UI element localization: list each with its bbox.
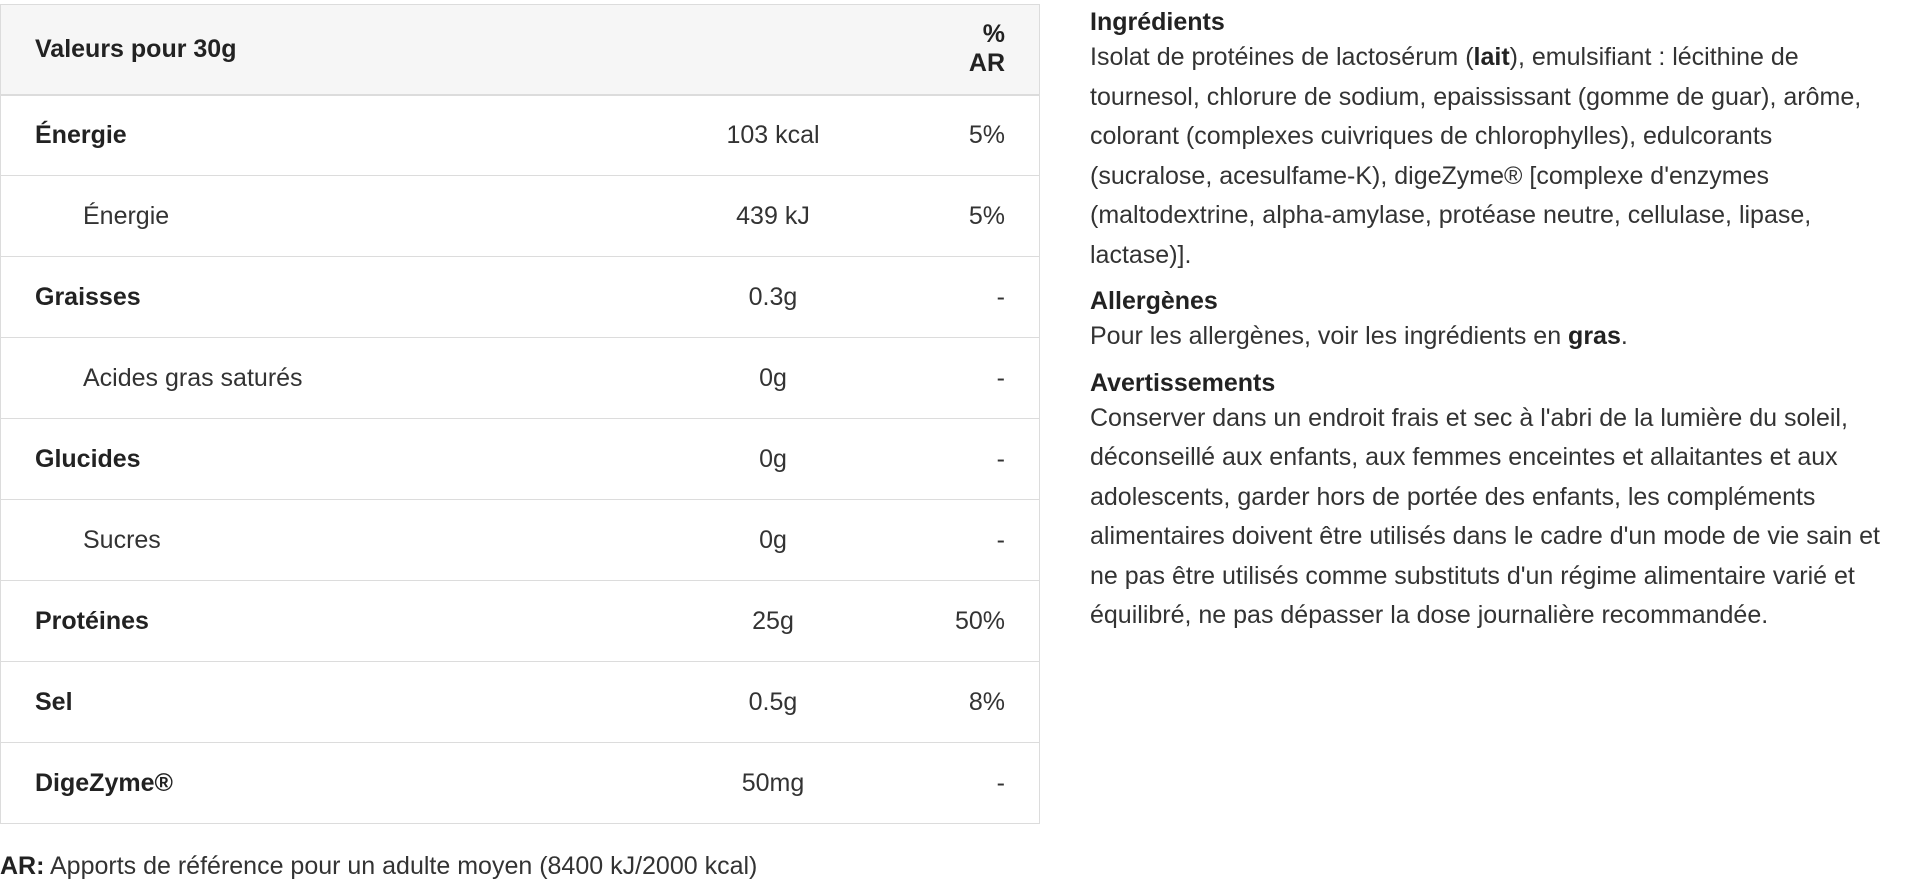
table-row [1,662,1040,743]
nutrient-name: Énergie [35,120,127,149]
nutrient-ar: - [996,525,1005,554]
footnote-label: AR: [0,852,45,880]
ingredients-title: Ingrédients [1090,8,1225,36]
nutrient-value: 103 kcal [726,120,820,149]
nutrition-table-header [1,5,1040,95]
nutrient-value: 25g [752,606,794,635]
table-row [1,419,1040,500]
table-row [1,500,1040,581]
nutrient-name: Glucides [35,444,141,473]
nutrient-ar: - [996,768,1005,797]
nutrient-value: 0.3g [748,282,798,311]
nutrient-ar: - [996,363,1005,392]
ingredients-section [1090,6,1900,275]
ingredients-text-before: Isolat de protéines de lactosérum ( [1090,43,1474,71]
header-ar-label: % AR [943,5,1040,95]
ingredients-text-after: ), emulsifiant : lécithine de tournesol, chlorure de sodium, epaississant (gomme de guar), arôme, colorant (complexes cuivriques de chlorophylles), edulcorants (sucralose, acesulfame-K), digeZyme® [complexe d'enzymes (maltodextrine, alpha-amylase, protéase neutre, cellulase, lipase, lactase)]. [1090,43,1862,269]
table-row [1,176,1040,257]
nutrition-table-container [0,4,1040,824]
nutrient-name: DigeZyme® [35,768,173,797]
allergens-text-before: Pour les allergènes, voir les ingrédients en [1090,322,1569,350]
nutrient-name: Sel [35,687,73,716]
header-value-label [603,5,943,95]
allergens-text [1090,317,1900,357]
reference-intake-footnote [0,852,757,881]
nutrient-value: 439 kJ [736,201,810,230]
nutrient-ar: - [996,444,1005,473]
nutrient-name: Graisses [35,282,141,311]
nutrient-name: Énergie [83,201,170,230]
warnings-text: Conserver dans un endroit frais et sec à l'abri de la lumière du soleil, déconseillé aux enfants, aux femmes enceintes et allaitantes et aux adolescents, garder hors de portée des enfants, les compléments alimentaires doivent être utilisés dans le cadre d'un mode de vie sain et ne pas être utilisés comme substituts d'un régime alimentaire varié et équilibré, ne pas dépasser la dose journalière recommandée. [1090,403,1880,629]
nutrient-ar: - [996,282,1005,311]
nutrition-table [0,4,1040,824]
nutrient-name: Acides gras saturés [83,363,303,392]
nutrient-ar: 8% [968,687,1005,716]
table-row [1,743,1040,824]
nutrient-name: Sucres [83,525,161,554]
table-row [1,95,1040,176]
table-row [1,257,1040,338]
nutrient-value: 0g [759,525,787,554]
ingredients-allergen-bold: lait [1473,43,1510,71]
nutrient-ar: 5% [968,120,1005,149]
product-info-panel [1090,6,1900,646]
allergens-bold-word: gras [1568,322,1621,350]
allergens-title: Allergènes [1090,287,1218,315]
warnings-section [1090,367,1900,636]
nutrient-value: 0g [759,444,787,473]
warnings-title: Avertissements [1090,368,1276,397]
nutrient-value: 0g [759,363,787,392]
table-row [1,581,1040,662]
nutrient-name: Protéines [35,606,149,635]
nutrient-value: 0.5g [748,687,798,716]
footnote-text: Apports de référence pour un adulte moyen (8400 kJ/2000 kcal) [44,852,758,880]
allergens-section [1090,285,1900,357]
ingredients-text [1090,38,1900,275]
nutrient-ar: 50% [954,606,1005,635]
header-serving-label: Valeurs pour 30g [1,5,604,95]
allergens-text-after: . [1620,322,1628,350]
nutrient-ar: 5% [968,201,1005,230]
table-row [1,338,1040,419]
nutrient-value: 50mg [741,768,805,797]
